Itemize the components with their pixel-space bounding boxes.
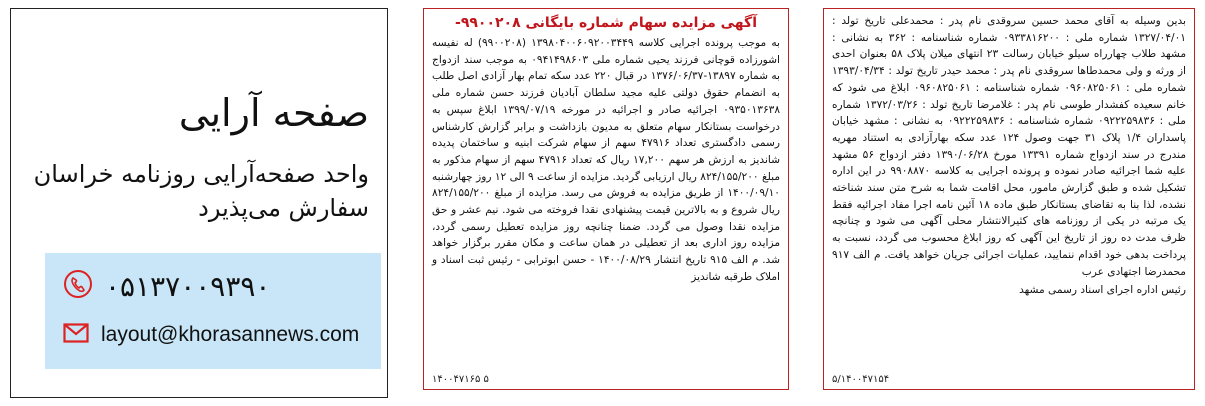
summons-notice bbox=[823, 8, 1195, 390]
contact-box bbox=[45, 253, 381, 369]
email-address: layout@khorasannews.com bbox=[101, 323, 360, 346]
auction-notice-title: آگهی مزایده سهام شماره بایگانی ۹۹۰۰۲۰۸- bbox=[455, 15, 757, 31]
auction-notice-code: ۱۴۰۰۴۷۱۶۵ ۵ bbox=[432, 374, 489, 385]
phone-row[interactable] bbox=[63, 269, 270, 303]
mail-icon bbox=[63, 323, 89, 347]
layout-service-ad bbox=[10, 8, 388, 398]
summons-notice-body: بدین وسیله به آقای محمد حسین سروقدی نام پدر : محمدعلی تاریخ تولد : ۱۳۲۷/۰۴/۰۱ شماره ملی : ۰۹۳۳۸۱۶۲۰۰ شماره شناسنامه : ۳۶۲ به نشانی : مشهد طلاب چهارراه سیلو خیابان رسالت ۲۳ انتهای میلان پلاک ۵۸ بعنوان احدی از ورثه و ولی محمدطاها سروقدی نام پدر : محمد حیدر تاریخ تولد : ۱۳۹۳/۰۴/۳۴ شماره ملی : ۰۹۶۰۸۲۵۰۶۱ شماره شناسنامه : ۰۹۶۰۸۲۵۰۶۱ ابلاغ می شود که خانم سعیده کفشدار طوسی نام پدر : غلامرضا تاریخ تولد : ۱۳۷۲/۰۳/۲۶ شماره ملی : ۰۹۲۲۲۵۹۸۳۶ شماره شناسنامه : ۰۹۲۲۲۵۹۸۳۶ به نشانی : مشهد خیابان پاسداران ۱/۴ پلاک ۳۱ جهت وصول ۱۲۴ عدد سکه بهارآزادی به استناد مهریه مندرج در سند ازدواج شماره ۱۳۳۹۱ مورخ ۱۳۹۰/۰۶/۲۸ دفتر ازدواج ۵۶ مشهد علیه شما اجرائیه صادر نموده و پرونده اجرایی به کلاسه ۹۹۰۸۸۷۰ در این اداره تشکیل شده و طبق گزارش مامور، محل اقامت شما به شرح متن سند شناخته نشده، لذا بنا به تقاضای بستانکار طبق ماده ۱۸ آئین نامه اجرا مفاد اجرائیه فقط یک مرتبه در یکی از روزنامه های کثیرالانتشار محلی آگهی می شود و چنانچه ظرف مدت ده روز از تاریخ این آگهی که روز ابلاغ محسوب می گردد، نسبت به پرداخت بدهی خود اقدام ننمایید، عملیات اجرائی جریان خواهد یافت. م الف ۹۱۷ محمدرضا اجتهادی عرب bbox=[832, 15, 1187, 278]
summons-notice-code: ۵/۱۴۰۰۴۷۱۵۴ bbox=[832, 374, 890, 385]
summons-notice-signature: رئیس اداره اجرای اسناد رسمی مشهد bbox=[1019, 284, 1186, 297]
email-row[interactable] bbox=[63, 323, 359, 347]
auction-notice-body: به موجب پرونده اجرایی کلاسه ۱۳۹۸۰۴۰۰۶۰۹۲۰۰۳۴۴۹ (۹۹۰۰۲۰۸) له نفیسه اشورزاده قوچانی فرزند یحیی شماره ملی ۰۹۴۱۴۹۸۶۰۳ به موجب سند ازدواج به شماره ۱۳۸۹۷-۱۳۷۶/۰۶/۳۷ در قبال ۲۲۰ عدد سکه تمام بهار آزادی اصل طلب به انضمام حقوق دولتی علیه مجید سلطان آبادیان فرزند حسن شماره ملی ۰۹۳۵۰۱۳۶۳۸ اجرائیه صادر و اجرائیه در مورخه ۱۳۹۹/۰۷/۱۹ ابلاغ سپس به درخواست بستانکار سهام متعلق به مدیون بازداشت و برابر گزارش کارشناس رسمی دادگستری تعداد ۴۷۹۱۶ سهم از سهام شرکت ابنیه و ساختمان پدیده شاندیز به ارزش هر سهم ۱۷,۲۰۰ ریال که تعداد ۴۷۹۱۶ سهم از سهام مذکور به مبلغ ۸۲۴/۱۵۵/۲۰۰ ریال ارزیابی گردید. مزایده از ساعت ۹ الی ۱۲ روز چهارشنبه ۱۴۰۰/۰۹/۱۰ از طریق مزایده به فروش می رسد. مزایده از مبلغ ۸۲۴/۱۵۵/۲۰۰ ریال شروع و به بالاترین قیمت پیشنهادی نقدا فروخته می شود. نیم عشر و حق مزایده نقدا وصول می گردد. ضمنا چنانچه روز مزایده تعطیل رسمی گردد، مزایده روز اداری بعد از تعطیلی در همان ساعت و مکان مقرر برگزار خواهد شد. م الف ۹۱۵ تاریخ انتشار ۱۴۰۰/۰۸/۲۹ - حسن ابوترابی - رئیس ثبت اسناد و املاک طرقبه شاندیز bbox=[432, 37, 781, 283]
ad-subtitle: واحد صفحه‌آرایی روزنامه خراسان سفارش می‌پذیرد bbox=[33, 160, 369, 222]
phone-number: ۰۵۱۳۷۰۰۹۳۹۰ bbox=[105, 269, 271, 303]
auction-notice bbox=[423, 8, 789, 390]
phone-icon bbox=[63, 269, 93, 303]
ad-title: صفحه آرایی bbox=[178, 91, 369, 135]
